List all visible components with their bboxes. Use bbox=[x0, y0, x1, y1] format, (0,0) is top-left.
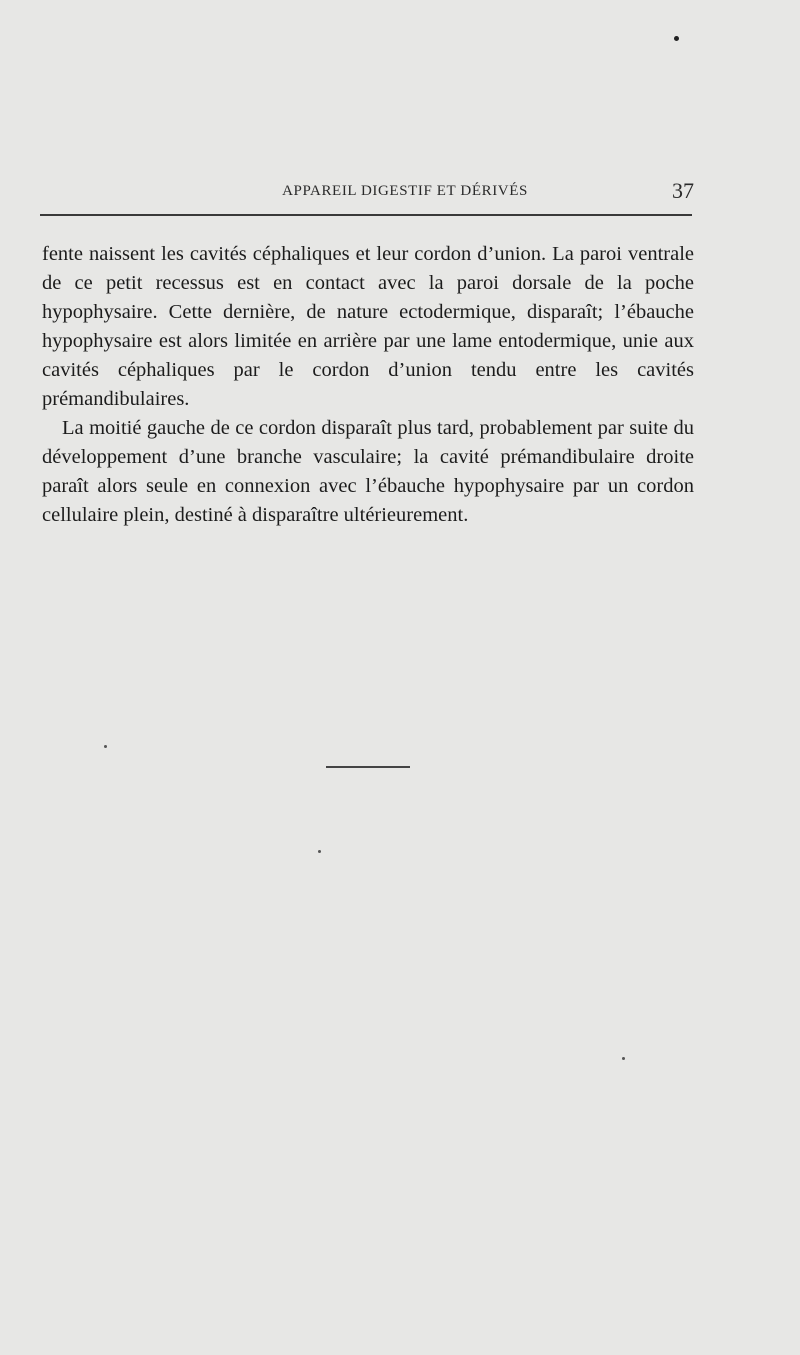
ink-speck bbox=[622, 1057, 625, 1060]
header-rule bbox=[40, 214, 692, 216]
ink-speck bbox=[104, 745, 107, 748]
paragraph: La moitié gauche de ce cordon disparaît plus tard, probablement par suite du développement d’une branche vasculaire; la cavité prémandibulaire droite paraît alors seule en connexion avec l’ébauche hypophysaire par un cordon cellulaire plein, destiné à disparaître ultérieurement. bbox=[42, 417, 694, 526]
running-head bbox=[42, 178, 694, 208]
body-text bbox=[42, 240, 694, 530]
running-title: APPAREIL DIGESTIF ET DÉRIVÉS bbox=[282, 183, 528, 199]
paragraph: fente naissent les cavités céphaliques et leur cordon d’union. La paroi ventrale de ce petit recessus est en contact avec la paroi dorsale de la poche hypophysaire. Cette dernière, de nature ectodermique, disparaît; l’ébauche hypophysaire est alors limitée en arrière par une lame entodermique, unie aux cavités céphaliques par le cordon d’union tendu entre les cavités prémandibulaires. bbox=[42, 243, 694, 410]
ink-speck bbox=[318, 850, 321, 853]
section-end-rule bbox=[326, 766, 410, 768]
page-number: 37 bbox=[672, 178, 694, 203]
ink-dot bbox=[674, 36, 679, 41]
